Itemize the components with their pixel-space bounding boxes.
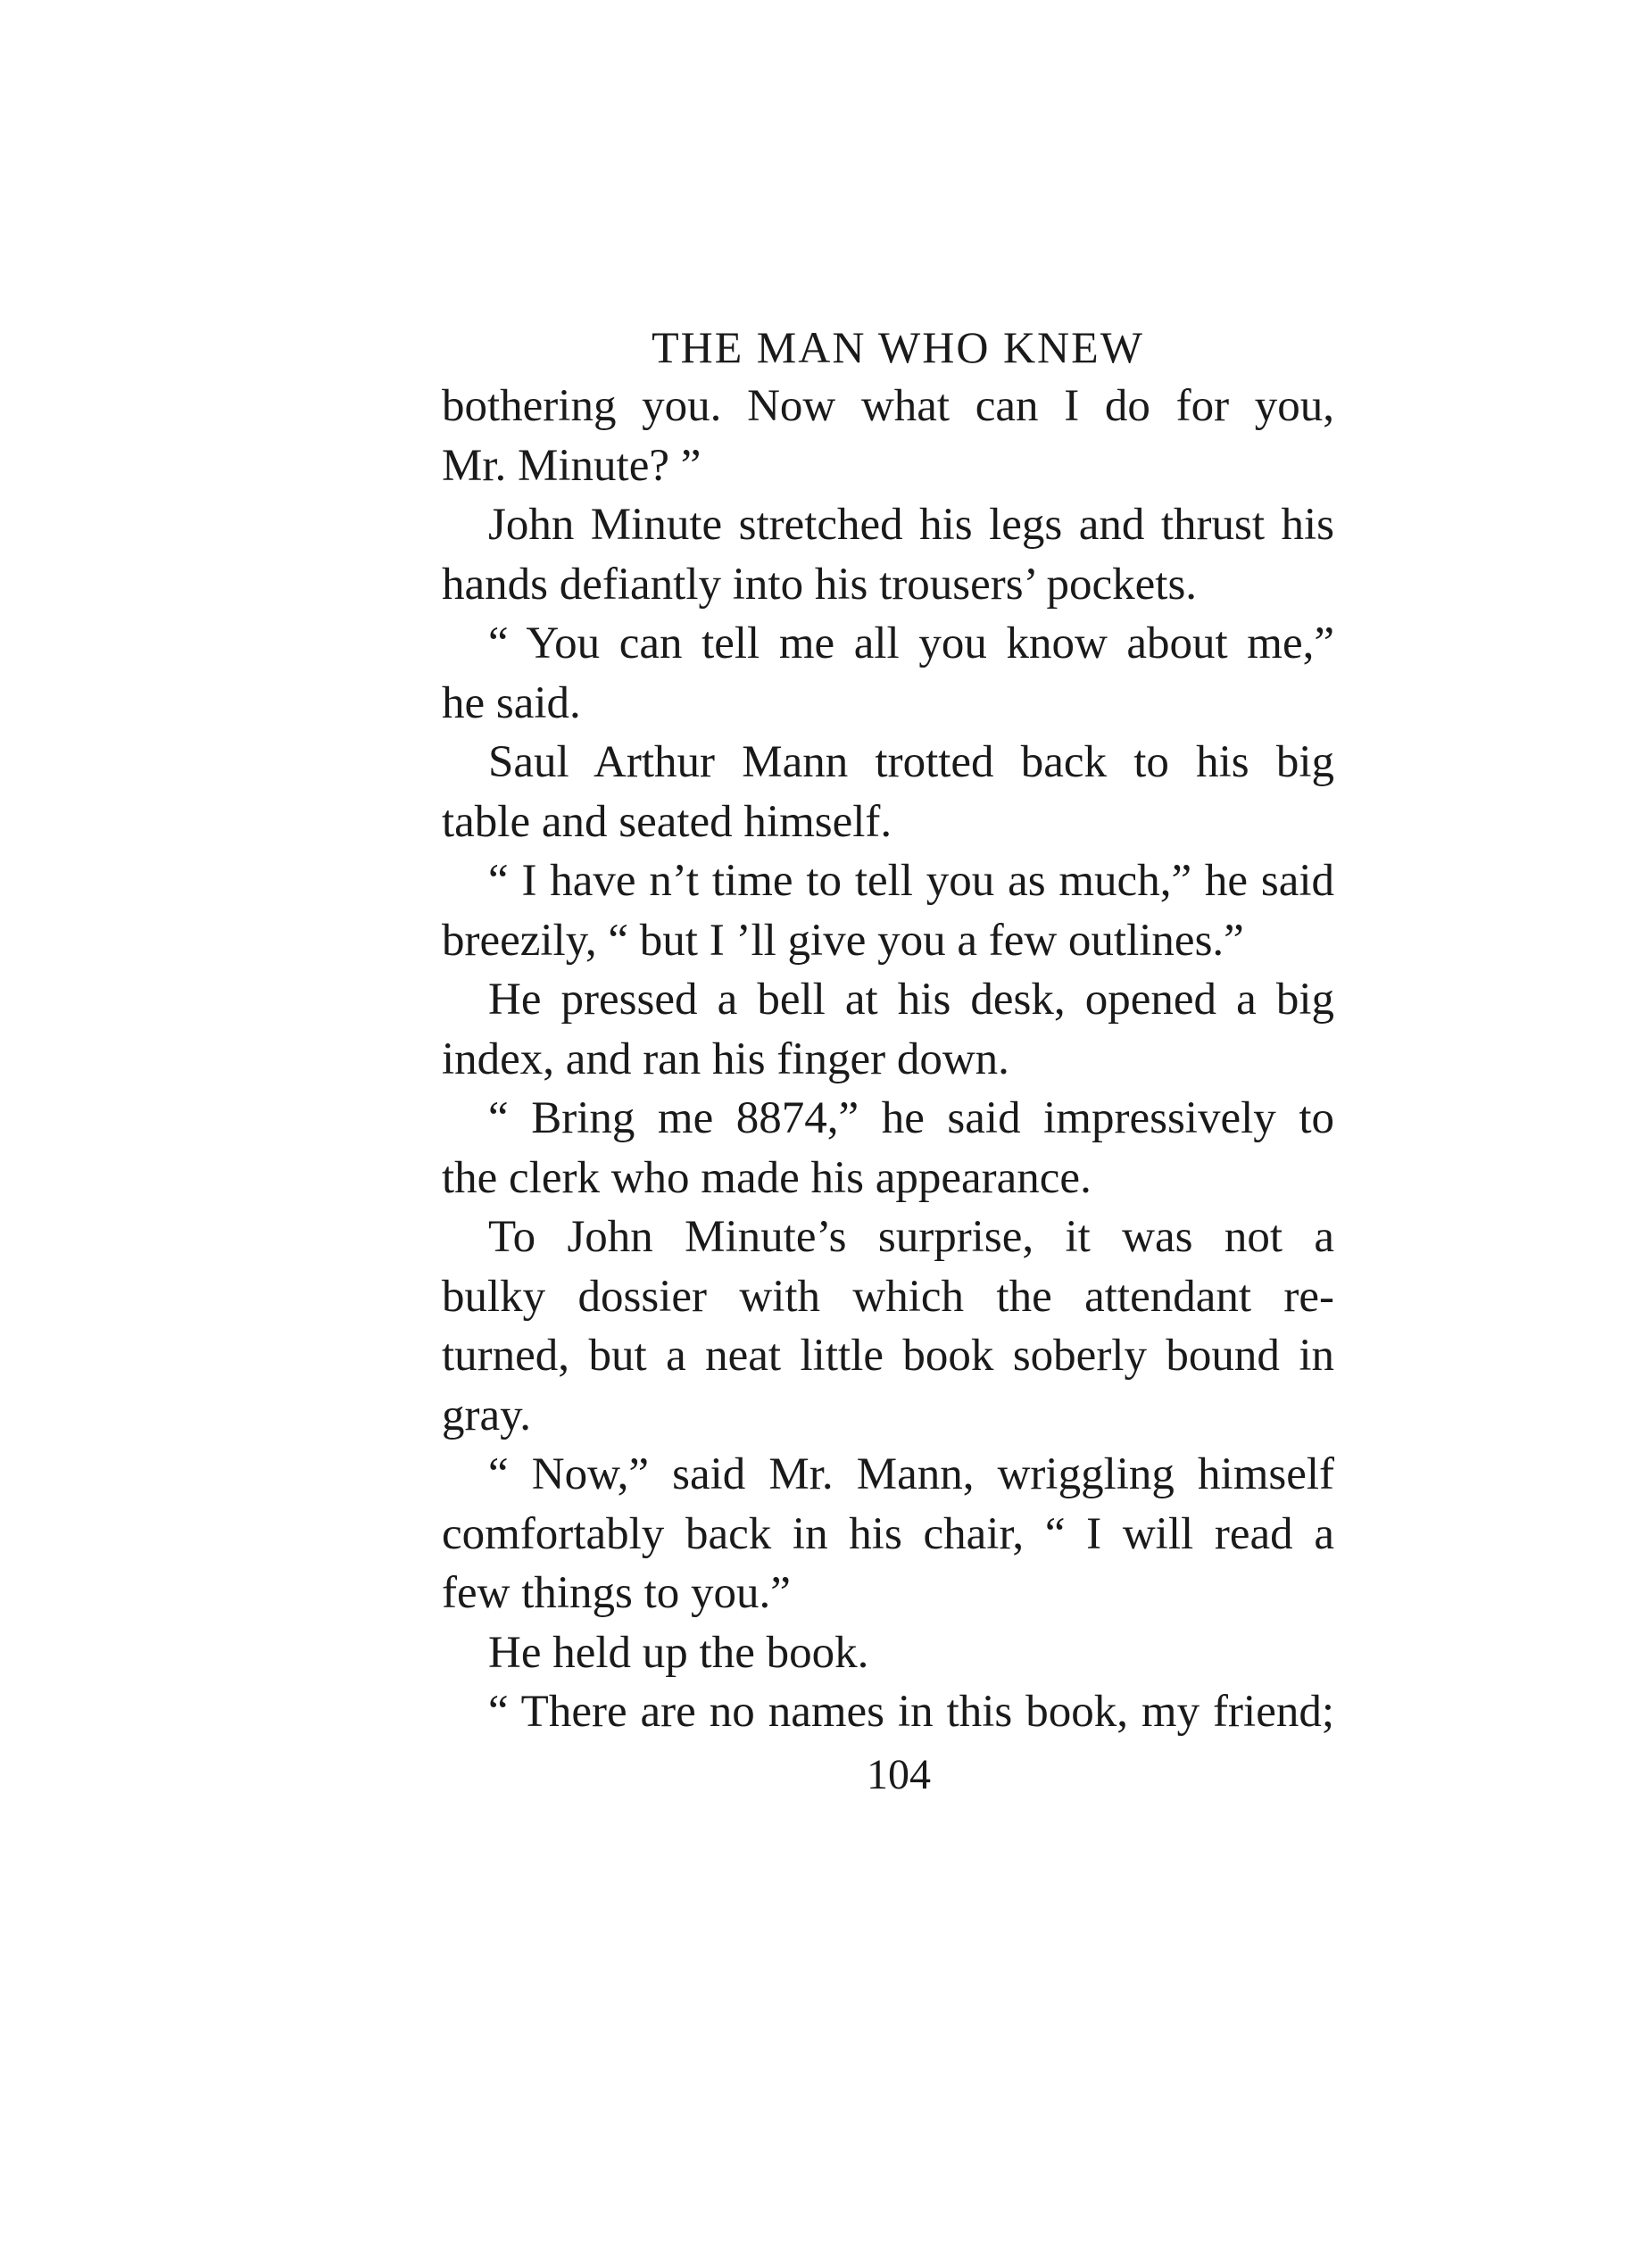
text-line: hands defiantly into his trousers’ pockets. (442, 559, 1198, 610)
text-line: bothering you. Now what can I do for you, (442, 381, 1334, 431)
text-line: “ You can tell me all you know about me,” (488, 618, 1334, 668)
text-line: “ There are no names in this book, my friend; (488, 1687, 1334, 1737)
text-line: turned, but a neat little book soberly bound in (442, 1331, 1334, 1381)
book-page (442, 318, 1334, 1805)
text-line: He pressed a bell at his desk, opened a big (488, 975, 1334, 1025)
text-line: bulky dossier with which the attendant re- (442, 1271, 1334, 1322)
text-line: John Minute stretched his legs and thrust his (488, 500, 1334, 550)
text-line: the clerk who made his appearance. (442, 1152, 1092, 1203)
text-line: index, and ran his finger down. (442, 1033, 1009, 1084)
text-line: Saul Arthur Mann trotted back to his big (488, 737, 1334, 787)
text-line: few things to you.” (442, 1568, 791, 1618)
body-text (442, 377, 1334, 1742)
text-line: “ I have n’t time to tell you as much,” he said (488, 856, 1334, 906)
page-number: 104 (867, 1750, 931, 1798)
text-line: He held up the book. (488, 1627, 869, 1678)
running-head: THE MAN WHO KNEW (652, 322, 1144, 372)
text-line: “ Bring me 8874,” he said impressively to (488, 1093, 1334, 1143)
text-line: he said. (442, 677, 581, 728)
text-line: gray. (442, 1390, 532, 1440)
text-line: table and seated himself. (442, 796, 892, 847)
text-line: To John Minute’s surprise, it was not a (488, 1212, 1334, 1262)
text-line: breezily, “ but I ’ll give you a few outlines.” (442, 915, 1244, 966)
text-line: Mr. Minute? ” (442, 440, 701, 491)
text-line: “ Now,” said Mr. Mann, wriggling himself (488, 1449, 1334, 1499)
text-line: comfortably back in his chair, “ I will read a (442, 1508, 1334, 1559)
